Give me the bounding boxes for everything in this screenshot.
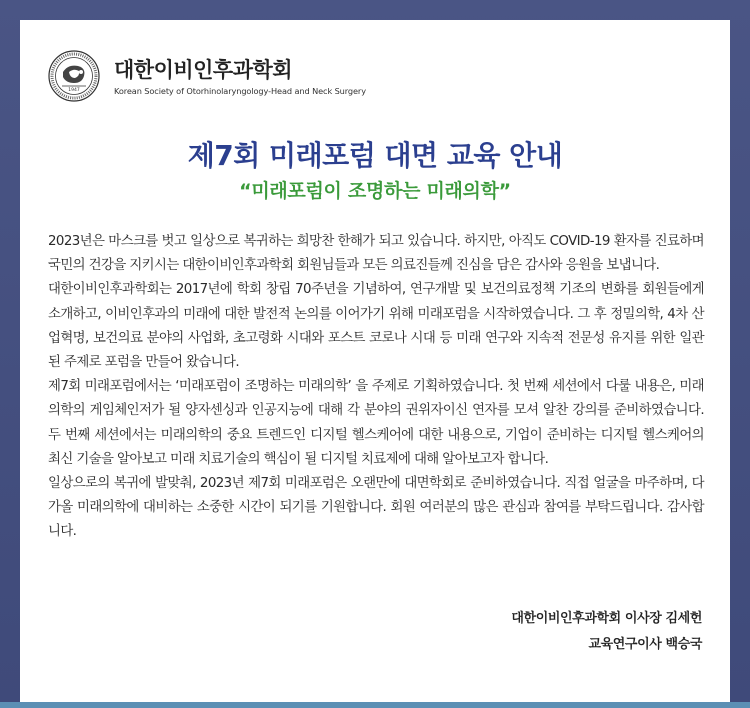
society-name-ko: 대한이비인후과학회 — [114, 57, 293, 82]
signature-director: 교육연구이사 백승국 — [588, 637, 702, 652]
page-subtitle: “미래포럼이 조명하는 미래의학” — [239, 180, 511, 202]
society-name-en: Korean Society of Otorhinolaryngology-Head and Neck Surgery — [114, 85, 366, 96]
paragraph: 2023년은 마스크를 벗고 일상으로 복귀하는 희망찬 한해가 되고 있습니다. 하지만, 아직도 COVID-19 환자를 진료하며 국민의 건강을 지키시는 대한이비인후과학회 회원님들과 모든 의료진들께 진심을 담은 감사와 응원을 보냅니다. — [48, 234, 704, 274]
svg-text:1947: 1947 — [68, 88, 80, 93]
page-title: 제7회 미래포럼 대면 교육 안내 — [187, 139, 563, 172]
signature-block — [511, 606, 702, 658]
paragraph: 일상으로의 복귀에 발맞춰, 2023년 제7회 미래포럼은 오랜만에 대면학회로 준비하였습니다. 직접 얼굴을 마주하며, 다가올 미래의학에 대비하는 소중한 시간이 되기를 기원합니다. 회원 여러분의 많은 관심과 참여를 부탁드립니다. 감사합니다. — [48, 476, 704, 540]
notice-body — [48, 230, 704, 545]
notice-card — [20, 20, 730, 702]
society-seal-icon — [48, 50, 100, 102]
signature-chairman: 대한이비인후과학회 이사장 김세헌 — [511, 611, 702, 626]
paragraph: 대한이비인후과학회는 2017년에 학회 창립 70주년을 기념하여, 연구개발 및 보건의료정책 기조의 변화를 회원들에게 소개하고, 이비인후과의 미래에 대한 발전적 논의를 이어가기 위해 미래포럼을 시작하였습니다. 그 후 정밀의학, 4차 산업혁명, 보건의료 분야의 사업화, 초고령화 시대와 포스트 코로나 시대 등 미래 연구와 지속적 전문성 유지를 위한 일관된 주제로 포럼을 만들어 왔습니다. — [48, 282, 704, 371]
bottom-accent-bar — [0, 702, 750, 708]
society-header — [48, 50, 366, 102]
paragraph: 제7회 미래포럼에서는 ‘미래포럼이 조명하는 미래의학’ 을 주제로 기획하였습니다. 첫 번째 세션에서 다룰 내용은, 미래의학의 게임체인저가 될 양자센싱과 인공지능에 대해 각 분야의 권위자이신 연자를 모셔 알찬 강의를 준비하였습니다. 두 번째 세션에서는 미래의학의 중요 트렌드인 디지털 헬스케어에 대한 내용으로, 기업이 준비하는 디지털 헬스케어의 최신 기술을 알아보고 미래 치료기술의 핵심이 될 디지털 치료제에 대해 알아보고자 합니다. — [48, 379, 704, 467]
